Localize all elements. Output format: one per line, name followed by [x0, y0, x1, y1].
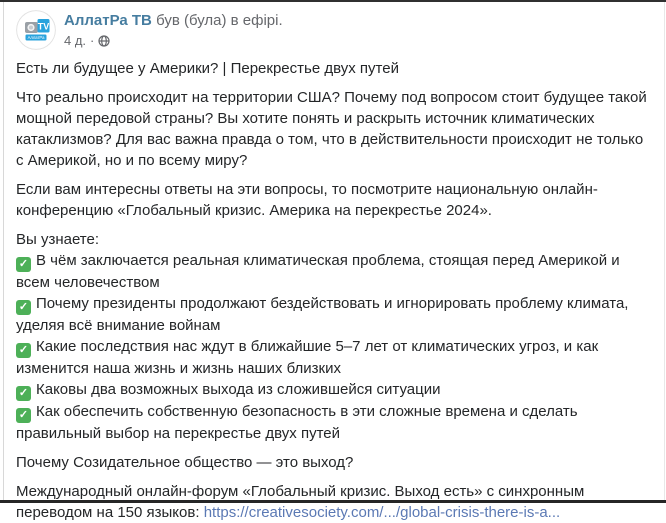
- check-icon: ✓: [16, 257, 31, 272]
- checklist-item: [16, 250, 650, 293]
- post-timestamp[interactable]: 4 д.: [64, 33, 87, 48]
- svg-text:TV: TV: [37, 21, 50, 32]
- live-status-text: був (була) в ефірі.: [156, 12, 283, 29]
- checklist-item-text: Как обеспечить собственную безопасность в эти сложные времена и сделать правильный выбор на перекрестье двух путей: [16, 403, 578, 442]
- post-body: [16, 58, 650, 523]
- check-icon: ✓: [16, 343, 31, 358]
- post-paragraph: Если вам интересны ответы на эти вопросы, то посмотрите национальную онлайн-конференцию «Глобальный кризис. Америка на перекрестье 2024».: [16, 181, 598, 219]
- checklist-item: [16, 401, 650, 444]
- post-title: Есть ли будущее у Америки? | Перекрестье двух путей: [16, 60, 399, 77]
- post-question: Почему Созидательное общество — это выход?: [16, 454, 354, 471]
- header-text: [64, 10, 283, 48]
- checklist-item-text: Почему президенты продолжают бездействовать и игнорировать проблему климата, уделяя всё внимание войнам: [16, 295, 629, 334]
- post-card: [4, 2, 664, 523]
- window-right-border: [664, 2, 665, 500]
- checklist-item: [16, 336, 650, 379]
- check-icon: ✓: [16, 408, 31, 423]
- checklist-item: [16, 379, 650, 401]
- svg-text:АллатРа: АллатРа: [27, 35, 45, 41]
- post-paragraph: Что реально происходит на территории США? Почему под вопросом стоит будущее такой мощной передовой страны? Вы хотите понять и раскрыть источник климатических катаклизмов? Для вас важна правда о том, что в действительности происходит не только с Америкой, но и по всему миру?: [16, 89, 647, 169]
- page-name-link[interactable]: АллатРа ТВ: [64, 12, 152, 29]
- checklist-item-text: В чём заключается реальная климатическая проблема, стоящая перед Америкой и всем человечеством: [16, 252, 620, 291]
- meta-separator: ·: [90, 33, 95, 48]
- checklist-item-text: Какие последствия нас ждут в ближайшие 5–7 лет от климатических угроз, и как изменится наша жизнь и жизнь наших близких: [16, 338, 599, 377]
- checklist-item: [16, 293, 650, 336]
- check-icon: ✓: [16, 300, 31, 315]
- allatra-tv-logo-icon: [25, 19, 50, 41]
- globe-icon: [98, 35, 110, 47]
- checklist-block: [16, 229, 650, 444]
- post-footer-text: Международный онлайн-форум «Глобальный кризис. Выход есть» с синхронным переводом на 150 языков:: [16, 483, 585, 521]
- post-footer: [16, 481, 650, 523]
- post-header: [16, 10, 650, 50]
- checklist-item-text: Каковы два возможных выхода из сложившейся ситуации: [36, 381, 441, 398]
- checklist-intro: Вы узнаете:: [16, 231, 100, 248]
- check-icon: ✓: [16, 386, 31, 401]
- page-avatar[interactable]: [16, 10, 56, 50]
- creativesociety-link[interactable]: https://creativesociety.com/.../global-crisis-there-is-a...: [203, 504, 561, 521]
